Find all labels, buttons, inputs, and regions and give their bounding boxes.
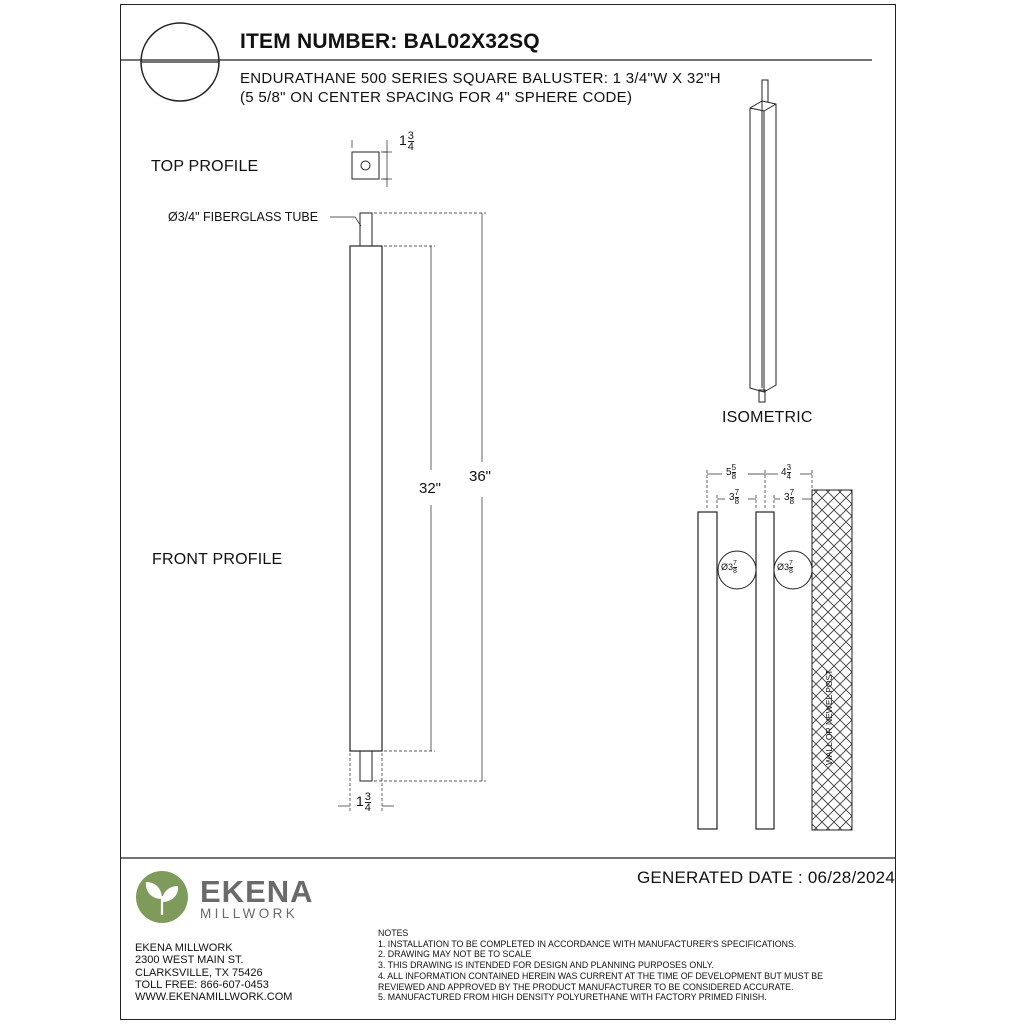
on-center-num: 5	[731, 463, 737, 472]
top-width-dimension	[399, 131, 414, 152]
body-height-dimension: 32"	[419, 480, 442, 497]
on-center-den: 8	[731, 472, 737, 481]
address-line: 2300 WEST MAIN ST.	[135, 954, 244, 967]
front-profile-drawing	[330, 213, 486, 812]
sphere1-num: 7	[733, 560, 737, 567]
brand-name: EKENA	[200, 874, 314, 909]
note-line: 4. ALL INFORMATION CONTAINED HEREIN WAS CURRENT AT THE TIME OF DEVELOPMENT BUT MUST BE	[378, 970, 823, 981]
top-width-den: 4	[407, 141, 414, 153]
address-block	[135, 942, 292, 1003]
generated-date: GENERATED DATE : 06/28/2024	[637, 868, 895, 887]
on-center-dimension	[726, 464, 736, 481]
website-link[interactable]: WWW.EKENAMILLWORK.COM	[135, 991, 293, 1004]
notes-block	[378, 928, 823, 1003]
isometric-label: ISOMETRIC	[722, 409, 813, 426]
notes-title: NOTES	[378, 928, 409, 938]
bottom-width-num: 3	[364, 791, 371, 803]
bottom-width-dimension	[356, 792, 371, 813]
sphere1-whole: Ø3	[721, 561, 734, 572]
wall-offset-num: 3	[786, 463, 792, 472]
sphere1-dimension	[721, 560, 737, 575]
subtitle-line-1: ENDURATHANE 500 SERIES SQUARE BALUSTER: 1 3/4"W X 32"H	[240, 70, 721, 87]
spacing-detail-drawing	[698, 470, 852, 830]
bottom-width-whole: 1	[356, 793, 364, 810]
gap1-whole: 3	[729, 492, 735, 504]
gap1-num: 7	[734, 488, 740, 497]
isometric-drawing	[750, 80, 776, 402]
sphere2-dimension	[777, 560, 793, 575]
wall-offset-whole: 4	[781, 467, 787, 479]
gap1-dimension	[729, 489, 739, 506]
address-line: EKENA MILLWORK	[135, 942, 233, 954]
gap1-den: 8	[734, 497, 740, 506]
sphere1-den: 8	[733, 568, 737, 575]
front-profile-label: FRONT PROFILE	[152, 551, 283, 568]
note-line: 3. THIS DRAWING IS INTENDED FOR DESIGN AND PLANNING PURPOSES ONLY.	[378, 960, 714, 971]
top-width-whole: 1	[399, 132, 407, 149]
wall-offset-den: 4	[786, 472, 792, 481]
note-line: REVIEWED AND APPROVED BY THE PRODUCT MANUFACTURER TO BE CONSIDERED ACCURATE.	[378, 981, 794, 992]
item-number-title: ITEM NUMBER: BAL02X32SQ	[240, 30, 540, 53]
wall-offset-dimension	[781, 464, 791, 481]
note-line: 5. MANUFACTURED FROM HIGH DENSITY POLYURETHANE WITH FACTORY PRIMED FINISH.	[378, 992, 767, 1003]
gap2-num: 7	[789, 488, 795, 497]
wall-label: WALL OR NEWEL POST	[824, 669, 834, 765]
overall-height-dimension: 36"	[469, 468, 492, 485]
address-line: TOLL FREE: 866-607-0453	[135, 978, 269, 991]
top-profile-label: TOP PROFILE	[151, 158, 259, 175]
sphere2-den: 8	[789, 568, 793, 575]
brand-subtitle: MILLWORK	[200, 906, 299, 921]
title-block-lines	[120, 23, 896, 858]
gap2-den: 8	[789, 497, 795, 506]
fiberglass-tube-callout: Ø3/4" FIBERGLASS TUBE	[168, 210, 319, 224]
gap2-whole: 3	[784, 492, 790, 504]
top-profile-drawing	[352, 140, 392, 187]
note-line: 1. INSTALLATION TO BE COMPLETED IN ACCORDANCE WITH MANUFACTURER'S SPECIFICATIONS.	[378, 938, 797, 949]
sphere2-whole: Ø3	[777, 561, 790, 572]
subtitle-line-2: (5 5/8" ON CENTER SPACING FOR 4" SPHERE CODE)	[240, 89, 633, 106]
on-center-whole: 5	[726, 467, 732, 479]
address-line: CLARKSVILLE, TX 75426	[135, 966, 263, 979]
note-line: 2. DRAWING MAY NOT BE TO SCALE	[378, 949, 532, 960]
gap2-dimension	[784, 489, 794, 506]
sphere2-num: 7	[789, 560, 793, 567]
bottom-width-den: 4	[364, 802, 371, 814]
top-width-num: 3	[407, 130, 414, 142]
leaf-logo-icon	[136, 871, 188, 923]
